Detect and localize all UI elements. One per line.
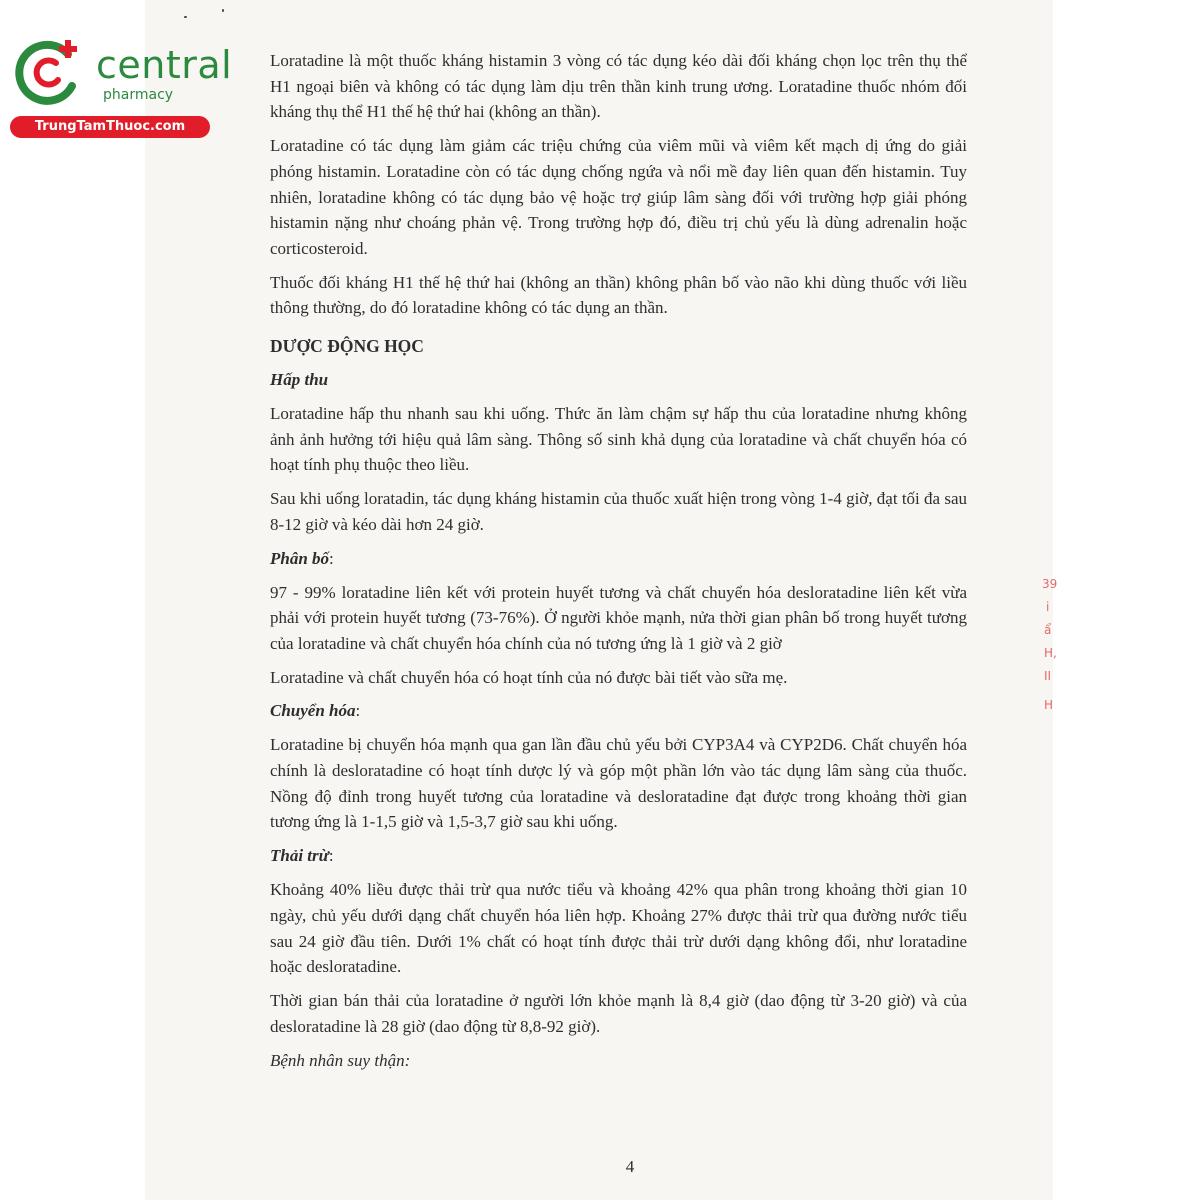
paragraph: Khoảng 40% liều được thải trừ qua nước tiểu và khoảng 42% qua phân trong khoảng thời gian 10 ngày, chủ yếu dưới dạng chất chuyển hóa liên hợp. Khoảng 27% được thải trừ qua đường nước tiểu sau 24 giờ đầu tiên. Dưới 1% chất có hoạt tính được thải trừ dưới dạng không đổi, như loratadine hoặc desloratadine. xyxy=(270,880,967,977)
stamp-mark xyxy=(1038,578,1068,748)
paragraph: Loratadine bị chuyển hóa mạnh qua gan lần đầu chủ yếu bởi CYP3A4 và CYP2D6. Chất chuyển hóa chính là desloratadine có hoạt tính dược lý và góp một phần lớn vào tác dụng lâm sàng của thuốc. Nồng độ đỉnh trong huyết tương của loratadine và desloratadine đạt được trong khoảng thời gian tương ứng là 1-1,5 giờ và 1,5-3,7 giờ sau khi uống. xyxy=(270,735,967,832)
subsection-title: Phân bố xyxy=(270,548,330,568)
brand-name: central xyxy=(96,43,233,87)
paragraph: Thuốc đối kháng H1 thế hệ thứ hai (không an thần) không phân bố vào não khi dùng thuốc với liều thông thường, do đó loratadine không có tác dụng an thần. xyxy=(270,272,967,318)
subsection-heading xyxy=(270,698,967,724)
pharmacy-cross-icon xyxy=(10,36,82,108)
scan-speck xyxy=(184,16,187,18)
brand-url[interactable]: TrungTamThuoc.com xyxy=(10,116,210,138)
subsection-title: Hấp thu xyxy=(270,370,329,390)
paragraph: Thời gian bán thải của loratadine ở người lớn khỏe mạnh là 8,4 giờ (dao động từ 3-20 giờ) và của desloratadine là 28 giờ (dao động từ 8,8-92 giờ). xyxy=(270,990,967,1036)
brand-logo[interactable] xyxy=(10,36,233,136)
subsection-colon: : xyxy=(329,548,334,568)
page-number: 4 xyxy=(625,1157,635,1176)
subsection-colon: : xyxy=(355,701,361,721)
paragraph: 97 - 99% loratadine liên kết với protein huyết tương và chất chuyển hóa desloratadine liên kết vừa phải với protein huyết tương (73-76%). Ở người khỏe mạnh, nửa thời gian phân bố trong huyết tương của loratadine và chất chuyển hóa chính của nó tương ứng là 1 giờ và 2 giờ xyxy=(270,582,967,653)
stamp-text: i xyxy=(1046,600,1050,614)
stamp-text: ẩ xyxy=(1044,623,1052,637)
subsection-title: Bệnh nhân suy thận: xyxy=(270,1051,411,1071)
paragraph: Loratadine có tác dụng làm giảm các triệu chứng của viêm mũi và viêm kết mạch dị ứng do giải phóng histamin. Loratadine còn có tác dụng chống ngứa và nổi mề đay liên quan đến histamin. Tuy nhiên, loratadine không có tác dụng bảo vệ hoặc trợ giúp lâm sàng đối với trường hợp giải phóng histamin nặng như choáng phản vệ. Trong trường hợp đó, điều trị chủ yếu là dùng adrenalin hoặc corticosteroid. xyxy=(270,136,967,258)
subsection-heading xyxy=(270,843,967,869)
subsection-heading xyxy=(270,546,967,572)
stamp-text: H, xyxy=(1044,646,1057,660)
section-heading: DƯỢC ĐỘNG HỌC xyxy=(270,336,424,357)
subsection-colon: : xyxy=(328,846,334,866)
paragraph: Sau khi uống loratadin, tác dụng kháng histamin của thuốc xuất hiện trong vòng 1-4 giờ, đạt tối đa sau 8-12 giờ và kéo dài hơn 24 giờ. xyxy=(270,489,967,534)
paragraph: Loratadine hấp thu nhanh sau khi uống. Thức ăn làm chậm sự hấp thu của loratadine nhưng không ảnh ảnh hưởng tới hiệu quả lâm sàng. Thông số sinh khả dụng của loratadine và chất chuyển hóa có hoạt tính phụ thuộc theo liều. xyxy=(270,404,967,475)
paragraph: Loratadine và chất chuyển hóa có hoạt tính của nó được bài tiết vào sữa mẹ. xyxy=(270,667,788,687)
stamp-text: H xyxy=(1044,698,1054,712)
paragraph: Loratadine là một thuốc kháng histamin 3 vòng có tác dụng kéo dài đối kháng chọn lọc trên thụ thể H1 ngoại biên và không có tác dụng làm dịu trên thần kinh trung ương. Loratadine thuốc nhóm đối kháng thụ thể H1 thế hệ thứ hai (không an thần). xyxy=(270,51,967,122)
scan-speck xyxy=(222,9,224,12)
stamp-text: 39 xyxy=(1042,577,1058,591)
subsection-title: Thải trừ xyxy=(270,846,329,866)
document-body xyxy=(270,48,967,1074)
brand-subtitle: pharmacy xyxy=(103,87,174,103)
subsection-title: Chuyển hóa xyxy=(270,701,356,721)
stamp-text: II xyxy=(1044,669,1052,683)
